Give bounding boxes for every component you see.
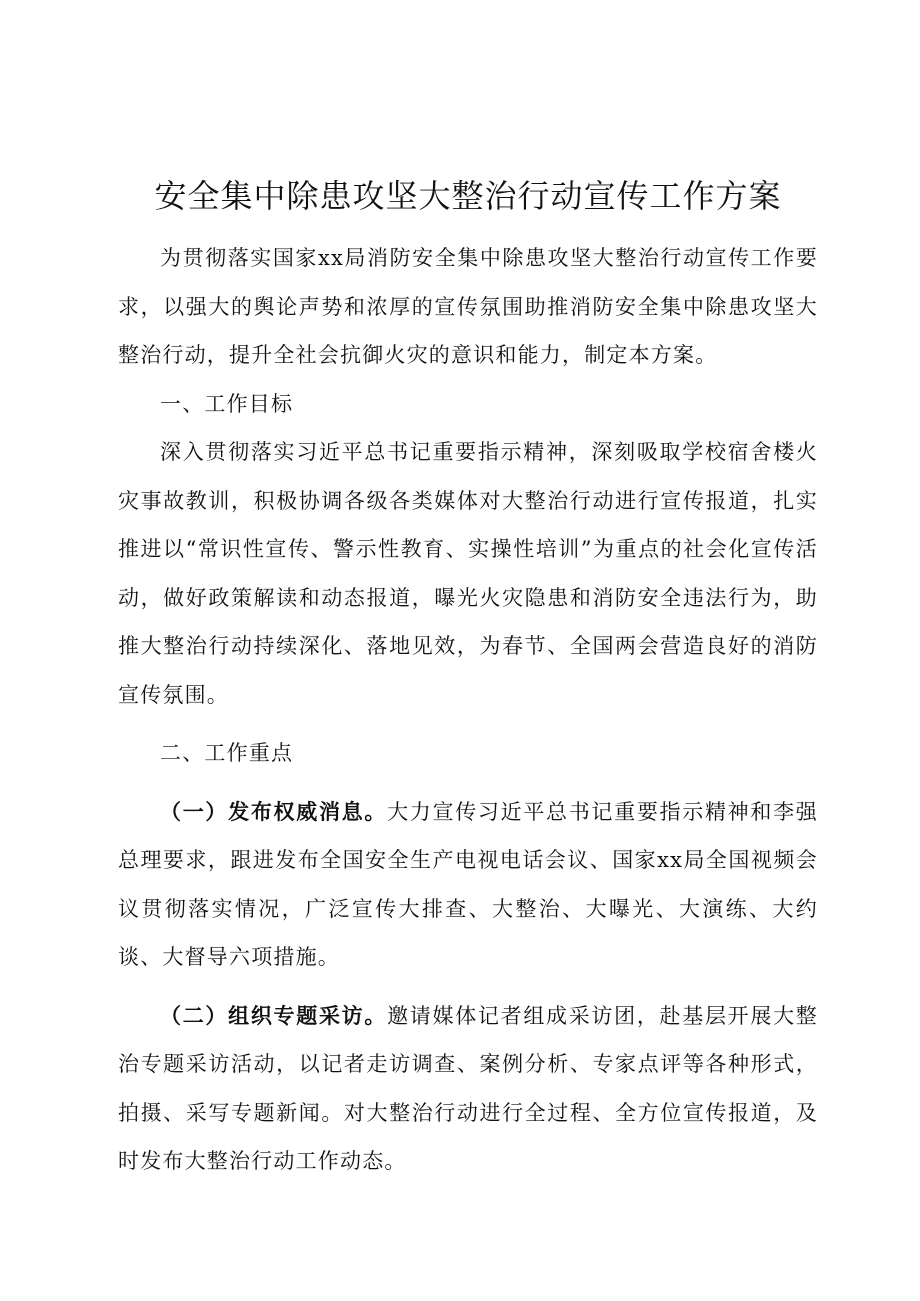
focus-item-lead: （一）发布权威消息。 xyxy=(160,799,388,824)
focus-item-lead: （二）组织专题采访。 xyxy=(160,1003,388,1028)
goals-paragraph: 深入贯彻落实习近平总书记重要指示精神，深刻吸取学校宿舍楼火灾事故教训，积极协调各级各类媒体对大整治行动进行宣传报道，扎实推进以“常识性宣传、警示性教育、实操性培训”为重点的社会化宣传活动，做好政策解读和动态报道，曝光火灾隐患和消防安全违法行为，助推大整治行动持续深化、落地见效，为春节、全国两会营造良好的消防宣传氛围。 xyxy=(118,440,818,707)
focus-item-body: 邀请媒体记者组成采访团，赴基层开展大整治专题采访活动，以记者走访调查、案例分析、专家点评等各种形式，拍摄、采写专题新闻。对大整治行动进行全过程、全方位宣传报道，及时发布大整治行动工作动态。 xyxy=(118,1003,818,1173)
focus-item-paragraph xyxy=(118,788,818,982)
section-heading-focus: 二、工作重点 xyxy=(160,741,294,765)
document-page xyxy=(118,168,818,1186)
focus-item-body: 大力宣传习近平总书记重要指示精神和李强总理要求，跟进发布全国安全生产电视电话会议、国家xx局全国视频会议贯彻落实情况，广泛宣传大排查、大整治、大曝光、大演练、大约谈、大督导六项措施。 xyxy=(118,799,818,969)
document-title: 安全集中除患攻坚大整治行动宣传工作方案 xyxy=(154,177,782,215)
intro-paragraph: 为贯彻落实国家xx局消防安全集中除患攻坚大整治行动宣传工作要求，以强大的舆论声势和浓厚的宣传氛围助推消防安全集中除患攻坚大整治行动，提升全社会抗御火灾的意识和能力，制定本方案。 xyxy=(118,246,818,367)
focus-item-paragraph xyxy=(118,992,818,1186)
section-heading-goals: 一、工作目标 xyxy=(160,391,294,416)
